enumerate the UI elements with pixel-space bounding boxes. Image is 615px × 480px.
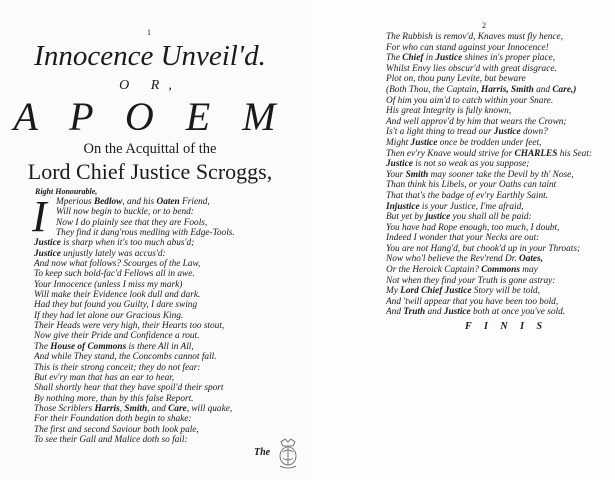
line-text: is there All in All, [126,341,194,352]
line-text: shines in's proper place, [462,53,556,64]
poem-line [386,43,592,54]
poem-line [386,276,592,287]
line-text: Story will be told, [471,286,540,297]
line-text: That that's the badge of ev'ry Earthly Saint. [386,190,549,201]
title: Innocence Unveil'd. [34,40,266,72]
line-text: If they had let alone our Gracious King. [34,310,184,321]
line-text: may [519,265,538,276]
poem-line [34,425,235,435]
poem-line [386,307,592,318]
line-text: unjustly lately was accus'd: [60,248,166,259]
line-text: Had they but found you Guilty, I dare swing [34,300,198,311]
line-text: You have had Rope enough, too much, I doubt, [386,222,560,233]
emphasized-text: Justice [34,238,61,249]
line-text: is your Justice, I'me afraid, [419,201,524,212]
line-text: Your [386,169,406,180]
poem-line [386,297,592,308]
line-text: down? [520,127,548,138]
printers-ornament-icon [277,438,299,470]
poem-line [386,212,592,223]
emphasized-text: Justice [410,137,438,148]
emphasized-text: Commons [481,265,520,276]
line-text: and [425,307,444,318]
line-text: Than think his Libels, or your Oaths can taint [386,180,557,191]
line-text: Mperious [56,197,94,207]
poem-line [34,269,235,279]
poem-lines-right [386,32,592,318]
line-text: may sooner take the Devil by th' Nose, [428,169,574,180]
poem-line [34,207,235,217]
poem-line [34,414,235,424]
poem-line [386,64,592,75]
emphasized-text: Care [168,403,187,414]
line-text: is not so weak as you suppose; [412,159,530,170]
title-or: O R, [119,78,181,93]
poem-line [386,180,592,191]
poem-line [34,363,235,373]
poem-line [34,331,235,341]
poem-line [34,373,235,383]
line-text: Is't a light thing to tread our [386,127,494,138]
emphasized-text: Oaten [156,197,180,207]
poem-line [386,96,592,107]
poem-line [34,249,235,259]
emphasized-text: Bedlow [93,197,123,207]
line-text: But ev'ry man that has an ear to hear, [34,372,175,383]
emphasized-text: Justice [493,127,521,138]
poem-line [386,138,592,149]
emphasized-text: Justice [443,307,471,318]
poem-line [386,265,592,276]
poem-line [386,170,592,181]
line-text: Indeed I wonder that your Necks are out: [386,233,540,244]
line-text: Their Heads were very high, their Hearts too stout, [34,321,225,332]
line-text: you shall all be paid: [450,212,532,223]
line-text: and [533,84,553,95]
emphasized-text: Care,) [552,84,577,95]
emphasized-text: Harris, Smith [481,84,534,95]
poem-line [34,259,235,269]
poem-line [34,321,235,331]
poem-line [34,383,235,393]
line-text: Shall shortly hear that they have spoil'd their sport [34,383,224,394]
line-text: Then ev'ry Knave would strive for [386,148,515,159]
catchword: The [254,447,271,458]
line-text: Not when they find your Truth is gone astray: [386,275,556,286]
emphasized-text: Harris [94,403,120,414]
line-text: both at once you've sold. [470,307,566,318]
page-number: 1 [147,28,151,37]
line-text: They find it dang'rous medling with Edge-Tools. [56,228,235,239]
poem-line [386,202,592,213]
drop-cap: I [32,192,47,241]
line-text: For who can stand against your Innocence! [386,42,549,53]
title-poem: A P O E M [13,94,287,139]
line-text: For their Foundation doth begin to shake: [34,414,192,425]
poem-line [386,32,592,43]
emphasized-text: Injustice [386,201,420,212]
poem-line [386,223,592,234]
line-text: And [386,307,404,318]
line-text: To see their Gall and Malice doth so fail: [34,434,188,445]
line-text: Whilst Envy lies obscur'd with great disgrace. [386,63,557,74]
poem-line [34,238,235,248]
poem-line [34,197,235,207]
line-text: Those Scriblers [34,403,95,414]
poem-line [34,394,235,404]
line-text: , and [147,403,169,414]
poem-line [34,228,235,238]
line-text: Will now begin to buckle, or to bend: [56,207,194,218]
poem-line [386,254,592,265]
line-text: Or the Heroick Captain? [386,265,482,276]
poem-line [386,106,592,117]
emphasized-text: justice [425,212,451,223]
emphasized-text: House of Commons [50,341,127,352]
line-text: in [423,53,436,64]
line-text: (Both Thou, the Captain, [386,84,482,95]
line-text: The first and second Saviour both look pale, [34,424,199,435]
line-text: You are not Hang'd, but chook'd up in your Throats; [386,243,581,254]
subject-heading: Lord Chief Justice Scroggs, [27,159,273,184]
line-text: My [386,286,401,297]
line-text: By nothing more, than by this false Report. [34,393,194,404]
poem-line [386,191,592,202]
poem-line [386,53,592,64]
line-text: is sharp when it's too much abus'd; [60,238,195,249]
poem-line [34,352,235,362]
line-text: The [34,341,51,352]
poem-line [34,342,235,352]
poem-line [386,233,592,244]
poem-line [386,286,592,297]
line-text: And while They stand, the Concombs cannot fall. [34,352,217,363]
subtitle: On the Acquittal of the [83,141,217,157]
line-text: Friend, [179,197,210,207]
line-text: The [386,53,403,64]
poem-line [386,159,592,170]
line-text: Plot on, thou puny Levite, but beware [386,74,526,85]
poem-line [386,117,592,128]
line-text: And now what follows? Scourges of the Law, [34,259,201,270]
emphasized-text: Chief [402,53,424,64]
line-text: his Seat: [557,148,593,159]
line-text: But yet by [386,212,426,223]
line-text: once be trodden under feet, [437,137,542,148]
poem-lines-left [32,192,235,445]
emphasized-text: Smith [405,169,429,180]
poem-line [34,218,235,228]
line-text: Now give their Pride and Confidence a rout. [34,331,200,342]
page-number: 2 [482,21,486,30]
line-text: And well approv'd by him that wears the Crown; [386,116,567,127]
line-text: , and his [122,197,157,207]
poem-line [34,300,235,310]
emphasized-text: Smith [124,403,148,414]
left-page [0,0,305,480]
line-text: The Rubbish is remov'd, Knaves must fly hence, [386,32,563,42]
line-text: Of him you aim'd to catch within your Snare. [386,95,554,106]
line-text: And 'twill appear that you have been too bold, [386,296,559,307]
line-text: This is their strong conceit; they do not fear: [34,362,201,373]
salutation: Right Honourable, [35,187,98,196]
poem-line [386,74,592,85]
line-text: Might [386,137,411,148]
emphasized-text: CHARLES [514,148,558,159]
emphasized-text: Oates, [518,254,543,265]
line-text: Your Innocence (unless I miss my mark) [34,279,183,290]
poem-line [34,435,235,445]
emphasized-text: Truth [403,307,426,318]
line-text: Will make their Evidence look dull and dark. [34,290,201,301]
line-text: To keep such bold-fac'd Fellows all in awe. [34,269,195,280]
line-text: His great Integrity is fully known, [386,106,512,117]
line-text: Now I do plainly see that they are Fools, [56,217,208,228]
poem-line [386,244,592,255]
poem-line [386,127,592,138]
poem-line [34,280,235,290]
finis: F I N I S [465,321,548,332]
poem-line [34,404,235,414]
line-text: , will quake, [186,403,233,414]
line-text: , [119,403,125,414]
emphasized-text: Justice [386,159,413,170]
poem-line [34,311,235,321]
emphasized-text: Justice [435,53,463,64]
poem-line [386,85,592,96]
emphasized-text: Justice [34,248,61,259]
line-text: Now who'l believe the Rev'rend Dr. [386,254,519,265]
poem-line [34,290,235,300]
poem-line [386,149,592,160]
emphasized-text: Lord Chief Justice [400,286,472,297]
